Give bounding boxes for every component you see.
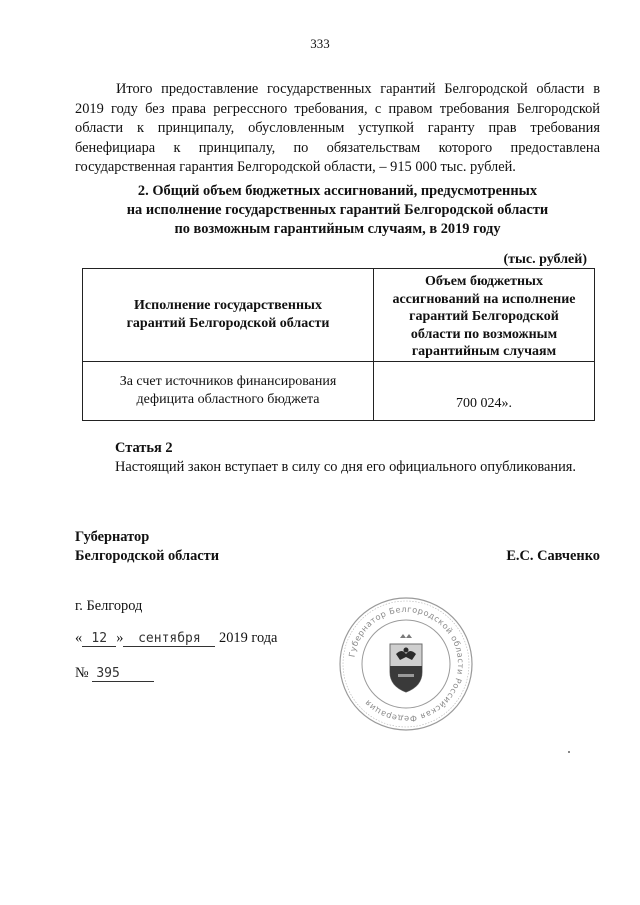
- page-number: 333: [310, 36, 330, 51]
- cell-amount: 700 024».: [374, 361, 595, 420]
- date-day: 12: [82, 631, 116, 647]
- section-title-line-2: на исполнение государственных гарантий Белгородской области: [126, 202, 549, 218]
- section-title: [75, 182, 600, 239]
- city-label: г. Белгород: [75, 598, 143, 614]
- section-title-line-1: 2. Общий объем бюджетных ассигнований, предусмотренных: [137, 183, 538, 199]
- law-number: № 395: [75, 665, 154, 682]
- table-row: [83, 361, 595, 420]
- governor-title-line-1: Губернатор: [75, 529, 150, 545]
- unit-label: (тыс. рублей): [503, 252, 587, 267]
- date-year: 2019 года: [219, 630, 278, 646]
- cell-funding-source: За счет источников финансирования дефицита областного бюджета: [83, 361, 374, 420]
- law-number-value: 395: [92, 666, 154, 682]
- article-text: Настоящий закон вступает в силу со дня его официального опубликования.: [115, 459, 576, 475]
- header-cell-volume: Объем бюджетных ассигнований на исполнение гарантий Белгородской области по возможным гарантийным случаям: [374, 269, 595, 362]
- table-header-row: [83, 269, 595, 362]
- governor-name: Е.С. Савченко: [506, 548, 600, 564]
- governor-title-line-2: Белгородской области: [75, 548, 220, 564]
- date-month: сентября: [123, 631, 215, 647]
- signing-date: « 12 » сентября 2019 года: [75, 630, 278, 646]
- scan-speck: [568, 751, 570, 753]
- section-title-line-3: по возможным гарантийным случаям, в 2019 году: [174, 221, 501, 237]
- header-cell-execution: Исполнение государственных гарантий Белгородской области: [83, 269, 374, 362]
- article-title: Статья 2: [115, 440, 173, 456]
- official-seal-icon: [336, 594, 476, 734]
- summary-paragraph: Итого предоставление государственных гарантий Белгородской области в 2019 году без права регрессного требования, с правом требования Белгородской области к принципалу, обусловленным уступкой гаранту прав требования бенефициара к принципалу, по обязательствам которого предоставлена государственная гарантия Белгородской области, – 915 000 тыс. рублей.: [75, 81, 600, 175]
- guarantees-table: [82, 268, 595, 421]
- seal-ring-text: Губернатор Белгородской области Российская Федерация: [346, 603, 467, 725]
